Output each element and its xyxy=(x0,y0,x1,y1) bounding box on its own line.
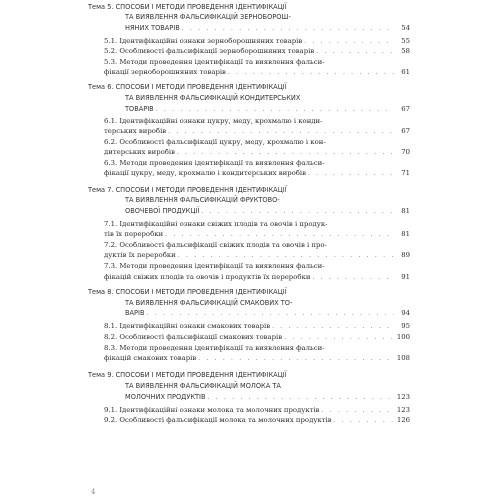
toc-entry-title: ВАРІВ xyxy=(125,309,145,317)
toc-entry xyxy=(104,57,410,67)
toc-entry xyxy=(125,308,410,318)
toc-entry-page: 61 xyxy=(401,68,410,76)
toc-entry xyxy=(104,332,410,342)
toc-entry xyxy=(104,147,410,157)
toc-leader-dots xyxy=(178,251,394,260)
toc-entry-title: ТА ВИЯВЛЕННЯ ФАЛЬСИФІКАЦІЙ СМАКОВИХ ТО- xyxy=(125,299,293,307)
toc-leader-dots xyxy=(156,105,394,114)
toc-entry-title: 8.3. Методи проведення ідентифікації та виявлення фальси- xyxy=(104,344,325,352)
toc-leader-dots xyxy=(316,47,394,56)
toc-entry-page: 123 xyxy=(396,393,410,401)
toc-entry xyxy=(88,185,410,195)
toc-entry-title: ОВОЧЕВОЇ ПРОДУКЦІЇ xyxy=(125,207,200,215)
toc-entry xyxy=(104,415,410,425)
toc-entry-title: 7.2. Особливості фальсифікації свіжих плодів та овочів і про- xyxy=(104,241,327,249)
toc-entry-page: 67 xyxy=(401,105,410,113)
toc-entry-title: фікації зерноборошняних товарів xyxy=(104,68,226,76)
toc-entry-title: дитерських виробів xyxy=(104,148,175,156)
toc-leader-dots xyxy=(201,207,394,216)
toc-entry xyxy=(125,298,410,308)
toc-entry-title: 6.2. Особливості фальсифікації цукру, меду, крохмалю і кон- xyxy=(104,138,326,146)
toc-entry-title: Тема 8. СПОСОБИ І МЕТОДИ ПРОВЕДЕННЯ ІДЕНТИФІКАЦІЇ xyxy=(88,288,287,296)
toc-entry xyxy=(104,158,410,168)
toc-entry-title: ТОВАРІВ xyxy=(125,105,154,113)
toc-entry-title: Тема 6. СПОСОБИ І МЕТОДИ ПРОВЕДЕННЯ ІДЕНТИФІКАЦІЇ xyxy=(88,83,287,91)
toc-entry-title: 5.1. Ідентифікаційні ознаки зерноборошняних товарів xyxy=(104,37,303,45)
toc-entry-page: 70 xyxy=(401,148,410,156)
toc-entry-page: 123 xyxy=(396,406,410,414)
toc-entry-page: 94 xyxy=(401,309,410,317)
toc-entry xyxy=(104,250,410,260)
toc-entry-page: 126 xyxy=(396,416,410,424)
toc-leader-dots xyxy=(146,309,394,318)
toc-entry-title: НЯНИХ ТОВАРІВ xyxy=(125,24,180,32)
toc-entry xyxy=(125,104,410,114)
toc-leader-dots xyxy=(272,322,394,331)
toc-entry-page: 71 xyxy=(401,169,410,177)
toc-entry xyxy=(104,343,410,353)
toc-entry-title: 9.2. Особливості фальсифікації молока та молочних продуктів xyxy=(104,416,332,424)
toc-entry xyxy=(104,272,410,282)
toc-entry xyxy=(125,392,410,402)
toc-leader-dots xyxy=(208,393,394,402)
toc-entry-title: дуктів їх переробки xyxy=(104,251,176,259)
toc-entry xyxy=(104,137,410,147)
toc-entry xyxy=(104,261,410,271)
toc-entry xyxy=(104,168,410,178)
toc-entry-title: ТА ВИЯВЛЕННЯ ФАЛЬСИФІКАЦІЙ ЗЕРНОБОРОШ- xyxy=(125,13,291,21)
toc-entry-title: терських виробів xyxy=(104,127,167,135)
toc-entry xyxy=(88,370,410,380)
toc-entry-title: тів їх переробки xyxy=(104,230,164,238)
toc-entry xyxy=(88,82,410,92)
toc-entry xyxy=(125,206,410,216)
toc-entry xyxy=(125,195,410,205)
toc-entry-title: ТА ВИЯВЛЕННЯ ФАЛЬСИФІКАЦІЙ КОНДИТЕРСЬКИХ xyxy=(125,94,301,102)
toc-entry-title: 7.1. Ідентифікаційні ознаки свіжих плодів та овочів і продук- xyxy=(104,220,328,228)
toc-leader-dots xyxy=(284,333,394,342)
toc-leader-dots xyxy=(312,273,394,282)
toc-entry-page: 89 xyxy=(401,251,410,259)
toc-entry xyxy=(104,321,410,331)
toc-entry-title: ТА ВИЯВЛЕННЯ ФАЛЬСИФІКАЦІЙ ФРУКТОВО- xyxy=(125,196,280,204)
toc-entry xyxy=(125,381,410,391)
toc-entry-title: ТА ВИЯВЛЕННЯ ФАЛЬСИФІКАЦІЙ МОЛОКА ТА xyxy=(125,382,281,390)
toc-entry-page: 91 xyxy=(401,273,410,281)
toc-entry-page: 81 xyxy=(401,230,410,238)
toc-entry xyxy=(104,229,410,239)
toc-entry-title: 5.3. Методи проведення ідентифікації та виявлення фальси- xyxy=(104,58,325,66)
toc-entry xyxy=(88,287,410,297)
toc-entry-title: 7.3. Методи проведення ідентифікації та виявлення фальси- xyxy=(104,262,325,270)
toc-entry xyxy=(104,219,410,229)
toc-entry-title: 8.1. Ідентифікаційні ознаки смакових товарів xyxy=(104,322,271,330)
toc-entry xyxy=(104,67,410,77)
toc-leader-dots xyxy=(228,68,394,77)
toc-entry-page: 54 xyxy=(401,24,410,32)
toc-entry-title: фікацій свіжих плодів та овочів і продуктів їх переробки xyxy=(104,273,311,281)
toc-entry xyxy=(125,23,410,33)
toc-entry-title: 6.1. Ідентифікаційні ознаки цукру, меду, крохмалю і конди- xyxy=(104,117,323,125)
toc-entry-title: 5.2. Особливості фальсифікації зерноборошняних товарів xyxy=(104,47,315,55)
toc-entry-title: Тема 7. СПОСОБИ І МЕТОДИ ПРОВЕДЕННЯ ІДЕНТИФІКАЦІЇ xyxy=(88,186,287,194)
toc-entry-page: 100 xyxy=(396,333,410,341)
toc-entry-page: 108 xyxy=(396,354,410,362)
toc-leader-dots xyxy=(177,148,394,157)
toc-entry-title: Тема 5. СПОСОБИ І МЕТОДИ ПРОВЕДЕННЯ ІДЕНТИФІКАЦІЇ xyxy=(88,3,287,11)
toc-entry xyxy=(88,2,410,12)
toc-entry-page: 81 xyxy=(401,207,410,215)
toc-entry xyxy=(104,240,410,250)
toc-leader-dots xyxy=(322,406,394,415)
toc-entry xyxy=(125,93,410,103)
toc-leader-dots xyxy=(168,127,394,136)
toc-entry-page: 55 xyxy=(401,37,410,45)
toc-entry-title: 9.1. Ідентифікаційні ознаки молока та молочних продуктів xyxy=(104,406,320,414)
toc-entry xyxy=(104,405,410,415)
toc-entry xyxy=(104,46,410,56)
toc-entry-page: 67 xyxy=(401,127,410,135)
toc-entry xyxy=(104,116,410,126)
toc-entry xyxy=(104,353,410,363)
toc-entry xyxy=(125,12,410,22)
toc-leader-dots xyxy=(308,169,394,178)
toc-entry xyxy=(104,36,410,46)
toc-entry-title: МОЛОЧНИХ ПРОДУКТІВ xyxy=(125,393,206,401)
toc-leader-dots xyxy=(182,24,394,33)
toc-entry-page: 95 xyxy=(401,322,410,330)
toc-entry-page: 58 xyxy=(401,47,410,55)
toc-entry-title: фікації цукру, меду, крохмалю і кондитерських виробів xyxy=(104,169,307,177)
toc-leader-dots xyxy=(165,230,394,239)
toc-leader-dots xyxy=(334,416,394,425)
toc-leader-dots xyxy=(304,37,394,46)
toc-entry-title: 8.2. Особливості фальсифікації смакових товарів xyxy=(104,333,283,341)
toc-entry-title: Тема 9. СПОСОБИ І МЕТОДИ ПРОВЕДЕННЯ ІДЕНТИФІКАЦІЇ xyxy=(88,371,287,379)
toc-leader-dots xyxy=(198,354,394,363)
toc-entry xyxy=(104,126,410,136)
toc-entry-title: 6.3. Методи проведення ідентифікації та виявлення фальси- xyxy=(104,159,325,167)
toc-entry-title: фікацій смакових товарів xyxy=(104,354,197,362)
page-number: 4 xyxy=(91,488,96,496)
